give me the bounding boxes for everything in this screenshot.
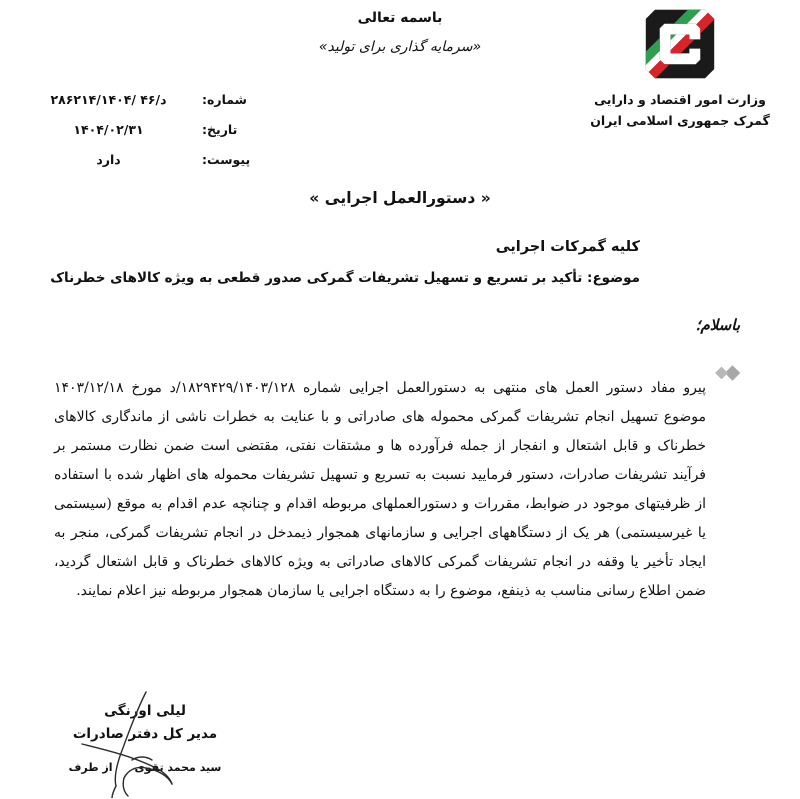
salutation-text: باسلام؛ <box>695 316 740 334</box>
document-meta <box>5 92 260 182</box>
double-diamond-bullet-icon <box>714 364 744 382</box>
on-behalf-row <box>30 759 260 778</box>
subject-line: موضوع: تأکید بر تسریع و تسهیل تشریفات گمرکی صدور قطعی به ویژه کالاهای خطرناک <box>50 270 640 286</box>
ministry-name: وزارت امور اقتصاد و دارایی <box>594 92 766 107</box>
signature-block <box>30 700 260 778</box>
date-label: تاریخ: <box>202 122 238 137</box>
customs-name: گمرک جمهوری اسلامی ایران <box>590 112 770 128</box>
year-slogan-text: «سرمایه گذاری برای تولید» <box>318 39 482 55</box>
meta-row-attachment <box>5 152 260 167</box>
date-value: ۱۴۰۴/۰۲/۳۱ <box>73 122 144 137</box>
meta-row-number <box>5 92 260 107</box>
body-paragraph: پیرو مفاد دستور العمل های منتهی به دستورالعمل اجرایی شماره ۱۸۲۹۴۲۹/۱۴۰۳/۱۲۸/د مورخ ۱۴۰۳/۱۲/۱۸ موضوع تسهیل انجام تشریفات گمرکی محموله های صادراتی و با عنایت به خطرات ناشی از ماندگاری کالاهای خطرناک و قابل اشتعال و انفجار از جمله فرآورده ها و مشتقات نفتی، مقتضی است ضمن نظارت مستمر بر فرآیند تشریفات صادرات، دستور فرمایید نسبت به تسریع و تسهیل تشریفات محموله های اظهار شده با استفاده از ظرفیتهای موجود در ضوابط، مقررات و دستورالعملهای مربوطه اقدام و چنانچه عدم اقدام به موقع (سیستمی یا غیرسیستمی) هر یک از دستگاههای اجرایی و سازمانهای همجوار ذیمدخل در انجام تشریفات گمرکی، منجر به ایجاد تأخیر یا وقفه در انجام تشریفات گمرکی کالاهای صادراتی به ویژه کالاهای خطرناک و قابل اشتعال گردید، ضمن اطلاع رسانی مناسب به ذینفع، موضوع را به دستگاه اجرایی یا سازمان همجوار مربوطه نیز اعلام نمایند. <box>54 380 706 599</box>
organization-header <box>574 4 786 131</box>
attachment-value: دارد <box>96 152 121 167</box>
signer-name: لیلی اورنگی <box>104 703 186 719</box>
body-section <box>54 360 744 620</box>
addressee-line: کلیه گمرکات اجرایی <box>495 239 640 255</box>
number-value: ۲۸۶۲۱۴/۱۴۰۴/ ۴۶/د <box>50 92 167 107</box>
on-behalf-name: سید محمد تقوی <box>134 760 222 774</box>
document-title: « دستورالعمل اجرایی » <box>309 189 491 207</box>
irica-customs-logo-icon <box>641 4 719 84</box>
on-behalf-label: از طرف <box>68 760 113 774</box>
signer-role: مدیر کل دفتر صادرات <box>72 725 218 742</box>
attachment-label: پیوست: <box>202 152 251 167</box>
basmala-text: باسمه تعالی <box>357 10 443 26</box>
number-label: شماره: <box>202 92 247 107</box>
meta-row-date <box>5 122 260 137</box>
